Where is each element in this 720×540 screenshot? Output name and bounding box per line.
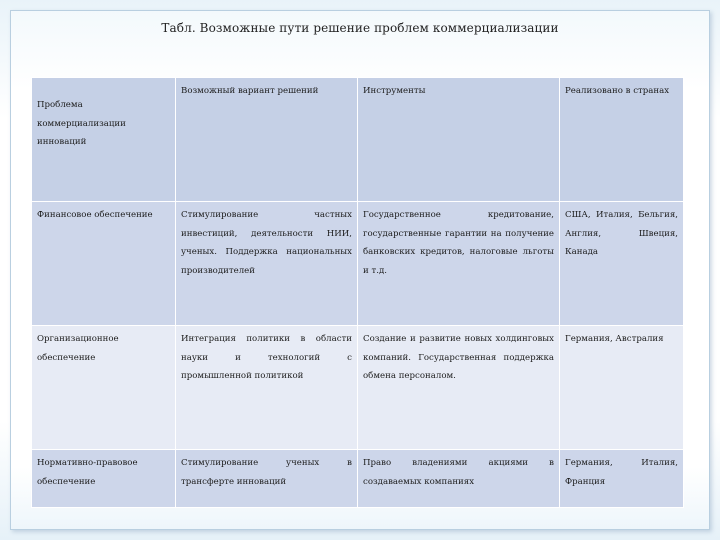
cell-countries: Германия, Италия, Франция	[560, 450, 684, 508]
cell-solution: Стимулирование ученых в трансферте инноваций	[176, 450, 358, 508]
table-row	[32, 202, 684, 326]
cell-problem: Организационное обеспечение	[32, 326, 176, 450]
cell-problem: Финансовое обеспечение	[32, 202, 176, 326]
header-problem-label: Проблема коммерциализации инноваций	[37, 100, 126, 147]
header-problem	[32, 78, 176, 202]
cell-solution: Стимулирование частных инвестиций, деятельности НИИ, ученых. Поддержка национальных производителей	[176, 202, 358, 326]
cell-countries: Германия, Австралия	[560, 326, 684, 450]
cell-tools: Государственное кредитование, государственные гарантии на получение банковских кредитов, налоговые льготы и т.д.	[358, 202, 560, 326]
cell-tools: Создание и развитие новых холдинговых компаний. Государственная поддержка обмена персоналом.	[358, 326, 560, 450]
cell-solution: Интеграция политики в области науки и технологий с промышленной политикой	[176, 326, 358, 450]
cell-countries: США, Италия, Бельгия, Англия, Швеция, Канада	[560, 202, 684, 326]
header-countries	[560, 78, 684, 202]
table-header-row	[32, 78, 684, 202]
header-tools-label: Инструменты	[363, 86, 426, 96]
header-solution-label: Возможный вариант решений	[181, 86, 319, 96]
table-row	[32, 326, 684, 450]
header-countries-label: Реализовано в странах	[565, 86, 670, 96]
header-tools	[358, 78, 560, 202]
header-solution	[176, 78, 358, 202]
cell-tools: Право владениями акциями в создаваемых компаниях	[358, 450, 560, 508]
cell-problem: Нормативно-правовое обеспечение	[32, 450, 176, 508]
slide-title: Табл. Возможные пути решение проблем коммерциализации	[161, 21, 559, 35]
table-row	[32, 450, 684, 508]
commercialization-table	[31, 77, 684, 508]
